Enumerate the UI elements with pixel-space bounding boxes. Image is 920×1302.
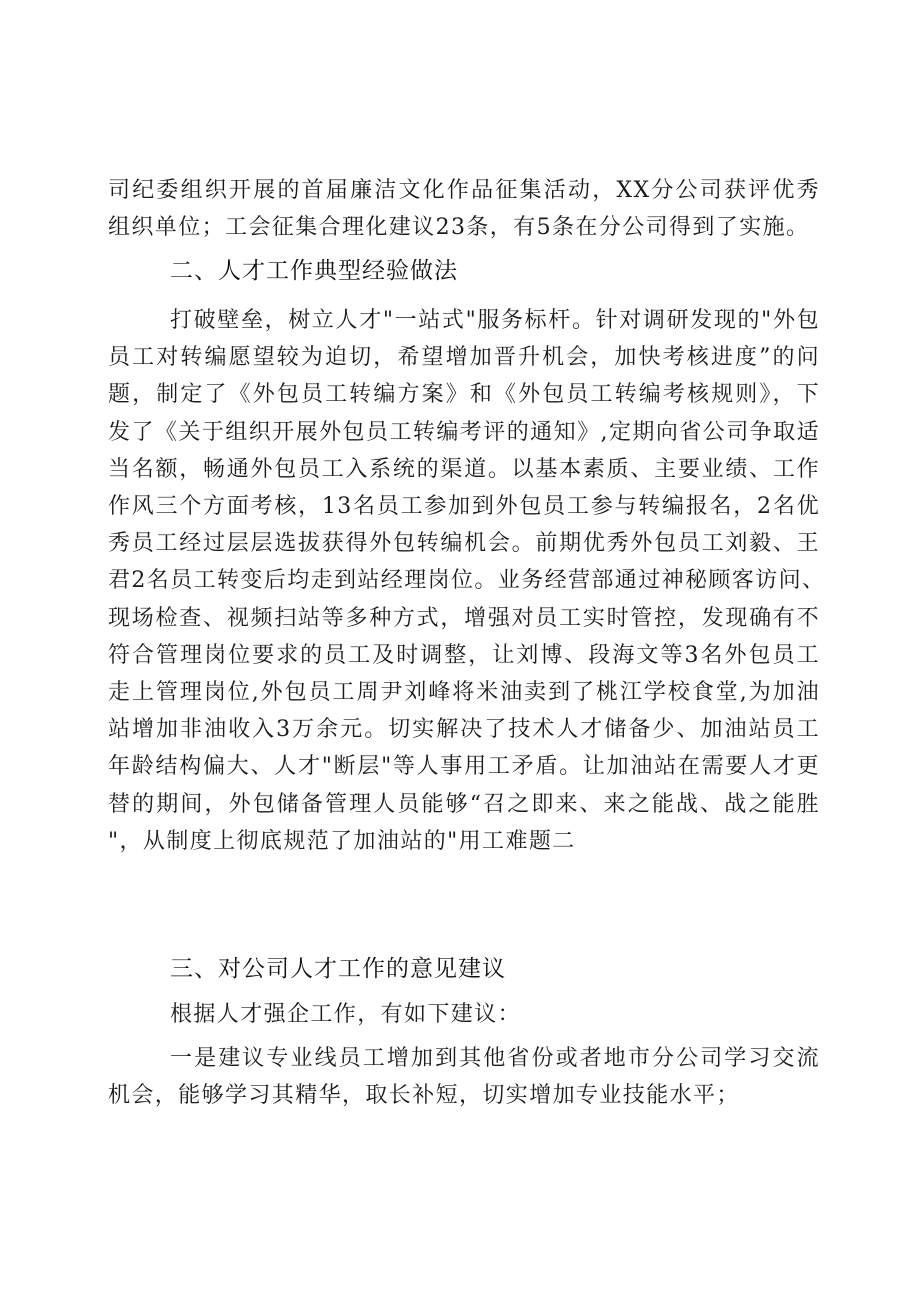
text-line: 打破壁垒，树立人才"一站式"服务标杆。针对调研发现的"外包	[170, 308, 820, 333]
text-line: 根据人才强企工作，有如下建议：	[170, 1002, 522, 1027]
text-line: 司纪委组织开展的首届廉洁文化作品征集活动，XX分公司获评优秀	[108, 178, 820, 203]
text-line: 符合管理岗位要求的员工及时调整，让刘博、段海文等3名外包员工	[108, 642, 820, 668]
text-line: 替的期间，外包储备管理人员能够“召之即来、来之能战、战之能胜	[108, 791, 820, 817]
paragraph-awards	[108, 172, 820, 246]
text-line: 作风三个方面考核，13名员工参加到外包员工参与转编报名，2名优	[108, 494, 820, 520]
section-heading-experience: 二、人才工作典型经验做法	[170, 258, 458, 284]
text-line: 发了《关于组织开展外包员工转编考评的通知》,定期向省公司争取适	[108, 419, 820, 445]
paragraph-experience	[108, 302, 826, 860]
section-heading-suggestions: 三、对公司人才工作的意见建议	[170, 956, 506, 982]
text-line: 题，制定了《外包员工转编方案》和《外包员工转编考核规则》，下	[108, 382, 820, 408]
paragraph-intro	[108, 996, 820, 1033]
text-line: 当名额，畅通外包员工入系统的渠道。以基本素质、主要业绩、工作	[108, 456, 820, 482]
paragraph-suggestion-one	[108, 1040, 820, 1114]
text-line: 员工对转编愿望较为迫切，希望增加晋升机会，加快考核进度”的问	[108, 345, 820, 371]
text-line: 年龄结构偏大、人才"断层"等人事用工矛盾。让加油站在需要人才更	[108, 754, 820, 780]
text-line: 君2名员工转变后均走到站经理岗位。业务经营部通过神秘顾客访问、	[108, 568, 826, 594]
text-line: 机会，能够学习其精华，取长补短，切实增加专业技能水平；	[108, 1083, 740, 1109]
text-line: 一是建议专业线员工增加到其他省份或者地市分公司学习交流	[170, 1046, 820, 1071]
text-line: 秀员工经过层层选拔获得外包转编机会。前期优秀外包员工刘毅、王	[108, 531, 820, 557]
text-line: 走上管理岗位,外包员工周尹刘峰将米油卖到了桃江学校食堂,为加油	[108, 680, 820, 706]
text-line: "，从制度上彻底规范了加油站的"用工难题二	[108, 828, 576, 854]
text-line: 组织单位；工会征集合理化建议23条，有5条在分公司得到了实施。	[108, 215, 810, 241]
text-line: 站增加非油收入3万余元。切实解决了技术人才储备少、加油站员工	[108, 717, 820, 743]
text-line: 现场检查、视频扫站等多种方式，增强对员工实时管控，发现确有不	[108, 605, 820, 631]
